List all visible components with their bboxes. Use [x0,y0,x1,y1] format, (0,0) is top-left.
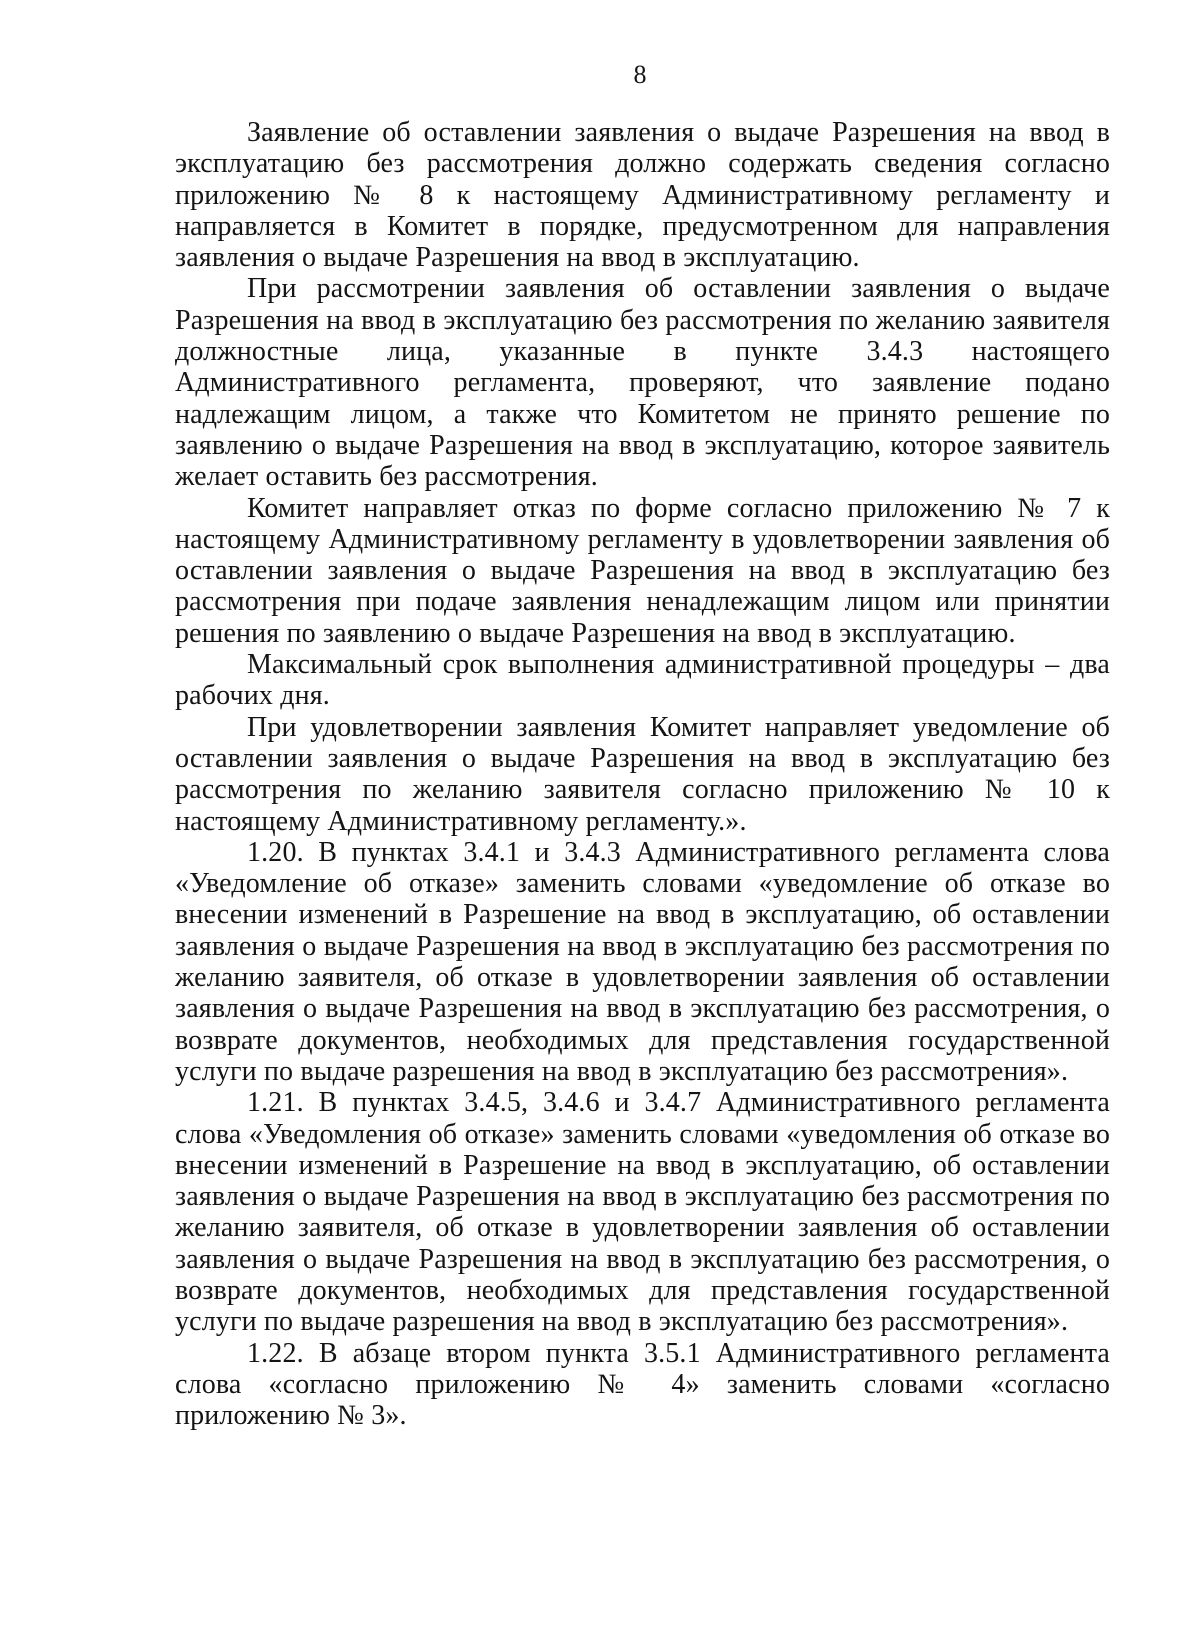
paragraph-review-by-officials: При рассмотрении заявления об оставлении заявления о выдаче Разрешения на ввод в эксплуатацию без рассмотрения по желанию заявителя должностные лица, указанные в пункте 3.4.3 настоящего Административного регламента, проверяют, что заявление подано надлежащим лицом, а также что Комитетом не принято решение по заявлению о выдаче Разрешения на ввод в эксплуатацию, которое заявитель желает оставить без рассмотрения. [175,273,1110,493]
paragraph-maximum-term: Максимальный срок выполнения административной процедуры – два рабочих дня. [175,649,1110,712]
paragraph-item-1-22: 1.22. В абзаце втором пункта 3.5.1 Административного регламента слова «согласно приложению № 4» заменить словами «согласно приложению № 3». [175,1337,1110,1432]
paragraph-committee-refusal: Комитет направляет отказ по форме согласно приложению № 7 к настоящему Административному регламенту в удовлетворении заявления об оставлении заявления о выдаче Разрешения на ввод в эксплуатацию без рассмотрения при подаче заявления ненадлежащим лицом или принятии решения по заявлению о выдаче Разрешения на ввод в эксплуатацию. [175,492,1110,649]
paragraph-withdrawal-application-content: Заявление об оставлении заявления о выдаче Разрешения на ввод в эксплуатацию без рассмотрения должно содержать сведения согласно приложению № 8 к настоящему Административному регламенту и направляется в Комитет в порядке, предусмотренном для направления заявления о выдаче Разрешения на ввод в эксплуатацию. [175,117,1110,274]
paragraph-approval-notification: При удовлетворении заявления Комитет направляет уведомление об оставлении заявления о выдаче Разрешения на ввод в эксплуатацию без рассмотрения по желанию заявителя согласно приложению № 10 к настоящему Административному регламенту.». [175,711,1110,837]
paragraph-item-1-21: 1.21. В пунктах 3.4.5, 3.4.6 и 3.4.7 Административного регламента слова «Уведомления об отказе» заменить словами «уведомления об отказе во внесении изменений в Разрешение на ввод в эксплуатацию, об оставлении заявления о выдаче Разрешения на ввод в эксплуатацию без рассмотрения по желанию заявителя, об отказе в удовлетворении заявления об оставлении заявления о выдаче Разрешения на ввод в эксплуатацию без рассмотрения, о возврате документов, необходимых для представления государственной услуги по выдаче разрешения на ввод в эксплуатацию без рассмотрения». [175,1087,1110,1338]
paragraph-item-1-20: 1.20. В пунктах 3.4.1 и 3.4.3 Административного регламента слова «Уведомление об отказе» заменить словами «уведомление об отказе во внесении изменений в Разрешение на ввод в эксплуатацию, об оставлении заявления о выдаче Разрешения на ввод в эксплуатацию без рассмотрения по желанию заявителя, об отказе в удовлетворении заявления об оставлении заявления о выдаче Разрешения на ввод в эксплуатацию без рассмотрения, о возврате документов, необходимых для представления государственной услуги по выдаче разрешения на ввод в эксплуатацию без рассмотрения». [175,836,1110,1087]
document-body [175,117,1110,1431]
page-number: 8 [633,60,647,89]
